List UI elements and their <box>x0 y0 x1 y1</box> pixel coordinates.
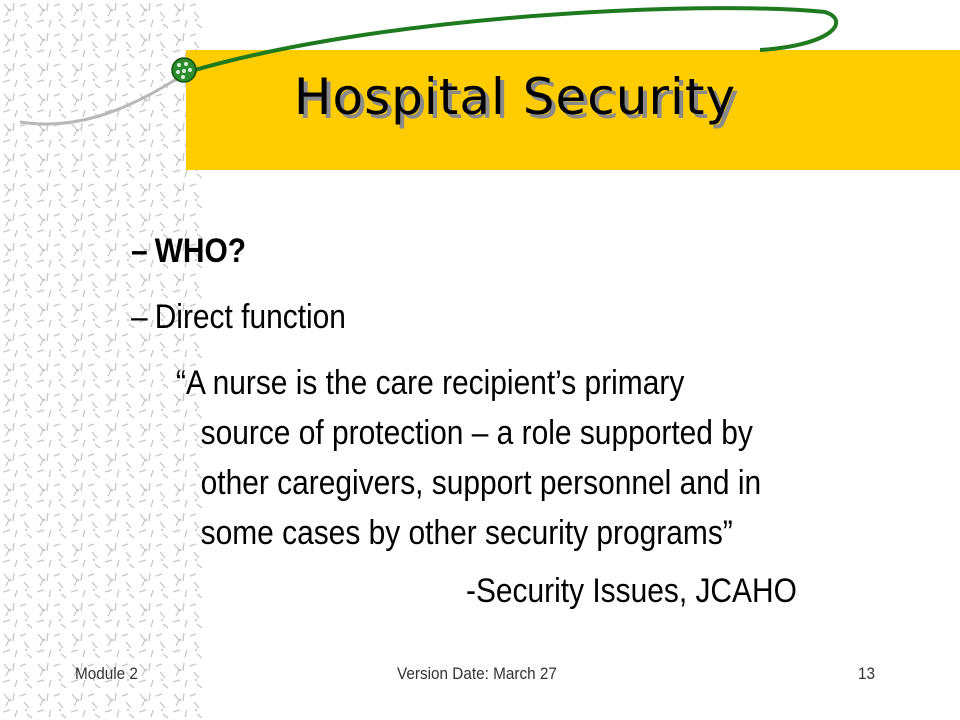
footer-version-date: Version Date: March 27 <box>397 664 557 683</box>
quote-block <box>176 358 832 558</box>
footer-module: Module 2 <box>75 664 138 683</box>
bullet-dash: – <box>131 298 148 336</box>
quote-line: other caregivers, support personnel and in <box>200 464 762 502</box>
quote-line: some cases by other security programs” <box>200 514 733 552</box>
slide-title: Hospital Security <box>293 68 737 126</box>
quote-line: source of protection – a role supported by <box>200 414 753 452</box>
bullet-direct-function <box>131 298 346 337</box>
bullet-dash: – <box>131 232 148 270</box>
bullet-text: WHO? <box>154 232 247 270</box>
footer-page-number: 13 <box>858 664 876 683</box>
quote-attribution: -Security Issues, JCAHO <box>466 572 797 610</box>
bullet-who <box>131 232 246 271</box>
quote-line: “A nurse is the care recipient’s primary <box>176 364 685 402</box>
bullet-text: Direct function <box>154 298 346 336</box>
